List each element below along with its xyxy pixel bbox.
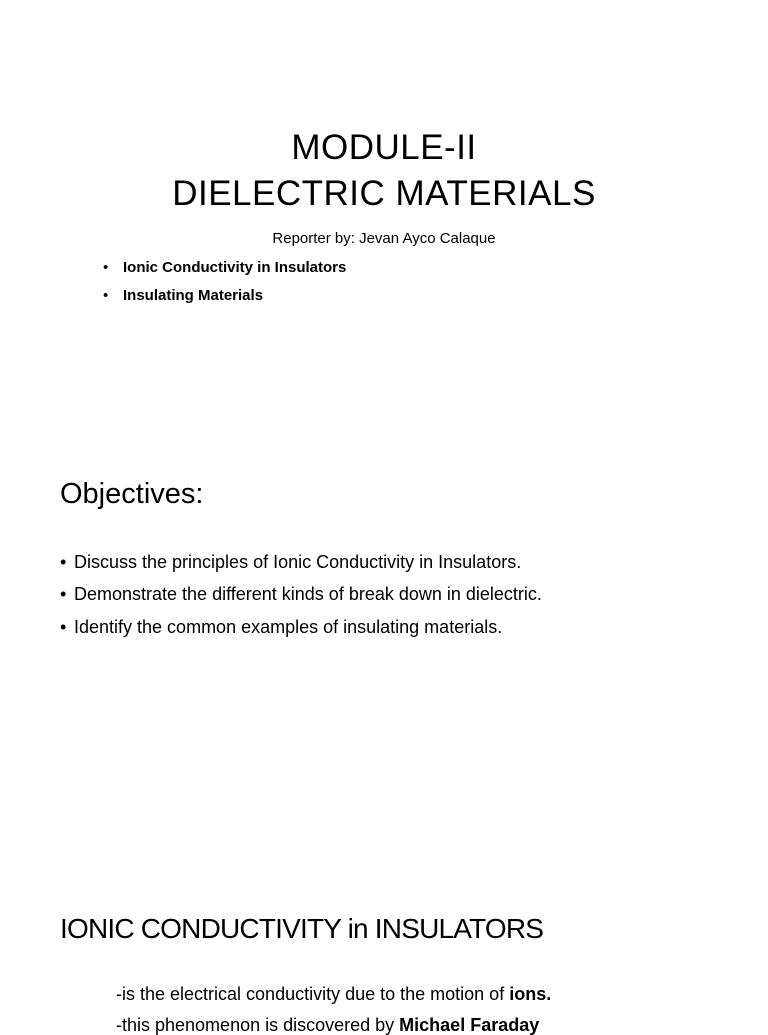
topic-label: Ionic Conductivity in Insulators <box>123 259 347 276</box>
module-subtitle: DIELECTRIC MATERIALS <box>172 174 596 213</box>
bullet-icon: • <box>60 552 67 572</box>
discovery-text: -this phenomenon is discovered by <box>116 1015 400 1035</box>
topic-label: Insulating Materials <box>123 287 264 304</box>
definition-bold: ions. <box>509 984 552 1004</box>
discovery-line <box>116 1016 539 1034</box>
bullet-icon: • <box>60 617 67 637</box>
objective-text: Discuss the principles of Ionic Conductivity in Insulators. <box>74 552 522 572</box>
bullet-icon: • <box>60 584 67 604</box>
reporter-line: Reporter by: Jevan Ayco Calaque <box>272 230 496 247</box>
discovery-bold: Michael Faraday <box>399 1015 540 1035</box>
objective-text: Identify the common examples of insulating materials. <box>74 617 503 637</box>
bullet-icon: • <box>103 287 109 304</box>
bullet-icon: • <box>103 259 109 276</box>
objective-text: Demonstrate the different kinds of break down in dielectric. <box>74 584 542 604</box>
module-title: MODULE-II <box>291 128 477 167</box>
objectives-heading: Objectives: <box>60 478 204 510</box>
definition-line <box>116 985 551 1003</box>
definition-text: -is the electrical conductivity due to the motion of <box>116 984 510 1004</box>
ionic-heading: IONIC CONDUCTIVITY in INSULATORS <box>60 913 544 944</box>
